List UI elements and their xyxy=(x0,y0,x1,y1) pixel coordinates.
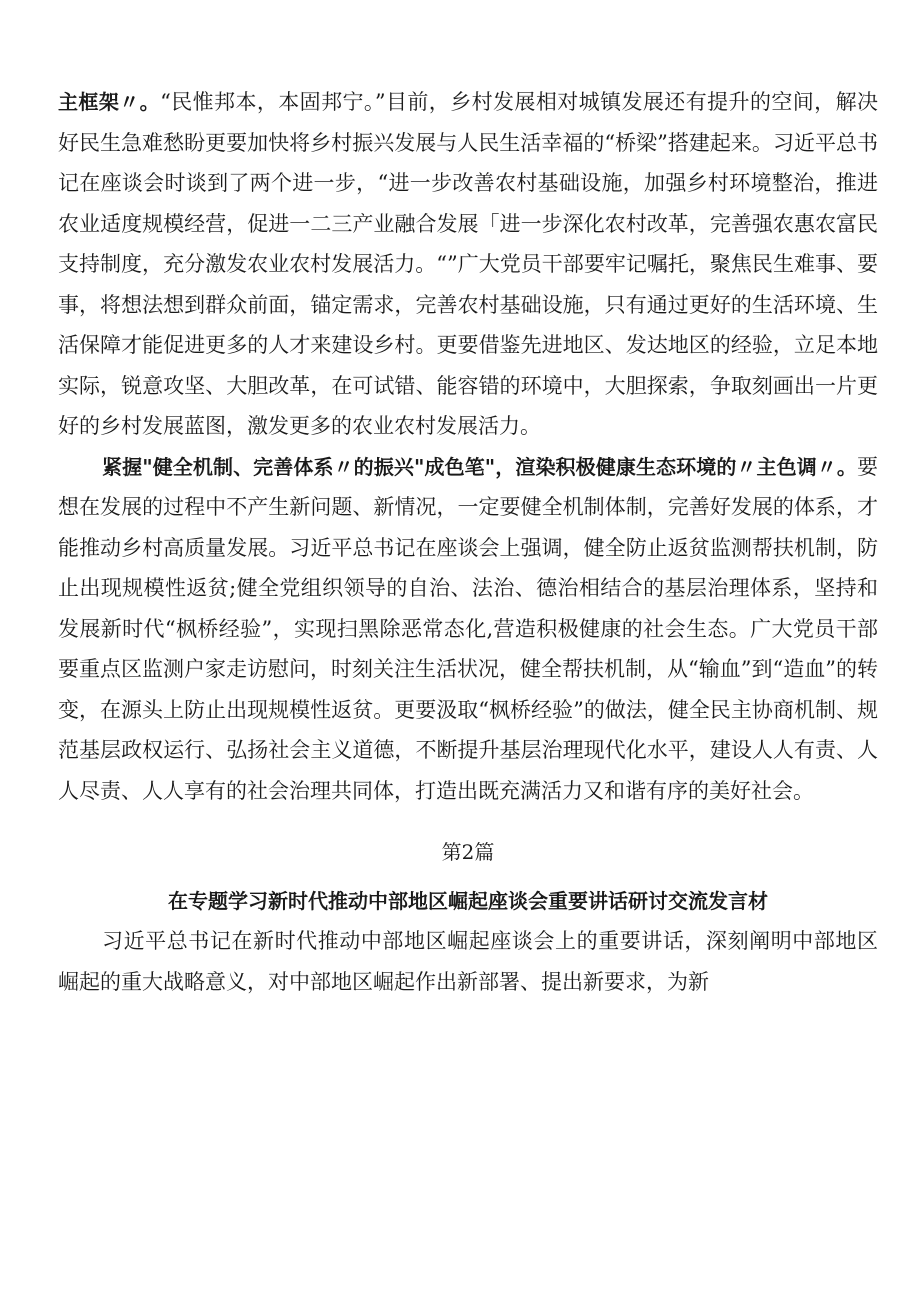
chapter-label: 第2篇 xyxy=(441,840,495,864)
article-title: 在专题学习新时代推动中部地区崛起座谈会重要讲话研讨交流发言材 xyxy=(168,888,768,913)
paragraph-2 xyxy=(58,447,878,812)
paragraph-1-heading-tail: 主框架〃。 xyxy=(58,90,161,114)
article-intro: 习近平总书记在新时代推动中部地区崛起座谈会上的重要讲话，深刻阐明中部地区崛起的重大战略意义，对中部地区崛起作出新部署、提出新要求，为新 xyxy=(58,929,878,994)
paragraph-2-body: 要想在发展的过程中不产生新问题、新情况，一定要健全机制体制，完善好发展的体系，才能推动乡村高质量发展。习近平总书记在座谈会上强调，健全防止返贫监测帮扶机制，防止出现规模性返贫;健全党组织领导的自治、法治、德治相结合的基层治理体系，坚持和发展新时代“枫桥经验”，实现扫黑除恶常态化,营造积极健康的社会生态。广大党员干部要重点区监测户家走访慰问，时刻关注生活状况，健全帮扶机制，从“输血”到“造血”的转变，在源头上防止出现规模性返贫。更要汲取“枫桥经验”的做法，健全民主协商机制、规范基层政权运行、弘扬社会主义道德，不断提升基层治理现代化水平，建设人人有责、人人尽责、人人享有的社会治理共同体，打造出既充满活力又和谐有序的美好社会。 xyxy=(58,454,878,803)
paragraph-2-heading: 紧握"健全机制、完善体系〃的振兴"成色笔"，渲染积极健康生态环境的〃主色调〃。 xyxy=(102,454,857,479)
paragraph-1-body: “民惟邦本，本固邦宁。”目前，乡村发展相对城镇发展还有提升的空间，解决好民生急难愁盼更要加快将乡村振兴发展与人民生活幸福的“桥梁”搭建起来。习近平总书记在座谈会时谈到了两个进一步，“进一步改善农村基础设施，加强乡村环境整治，推进农业适度规模经营，促进一二三产业融合发展「进一步深化农村改革，完善强农惠农富民支持制度，充分激发农业农村发展活力。“”广大党员干部要牢记嘱托，聚焦民生难事、要事，将想法想到群众前面，锚定需求，完善农村基础设施，只有通过更好的生活环境、生活保障才能促进更多的人才来建设乡村。更要借鉴先进地区、发达地区的经验，立足本地实际，锐意攻坚、大胆改革，在可试错、能容错的环境中，大胆探索，争取刻画出一片更好的乡村发展蓝图，激发更多的农业农村发展活力。 xyxy=(58,90,879,438)
paragraph-1 xyxy=(58,82,878,447)
document-page xyxy=(58,82,878,1002)
